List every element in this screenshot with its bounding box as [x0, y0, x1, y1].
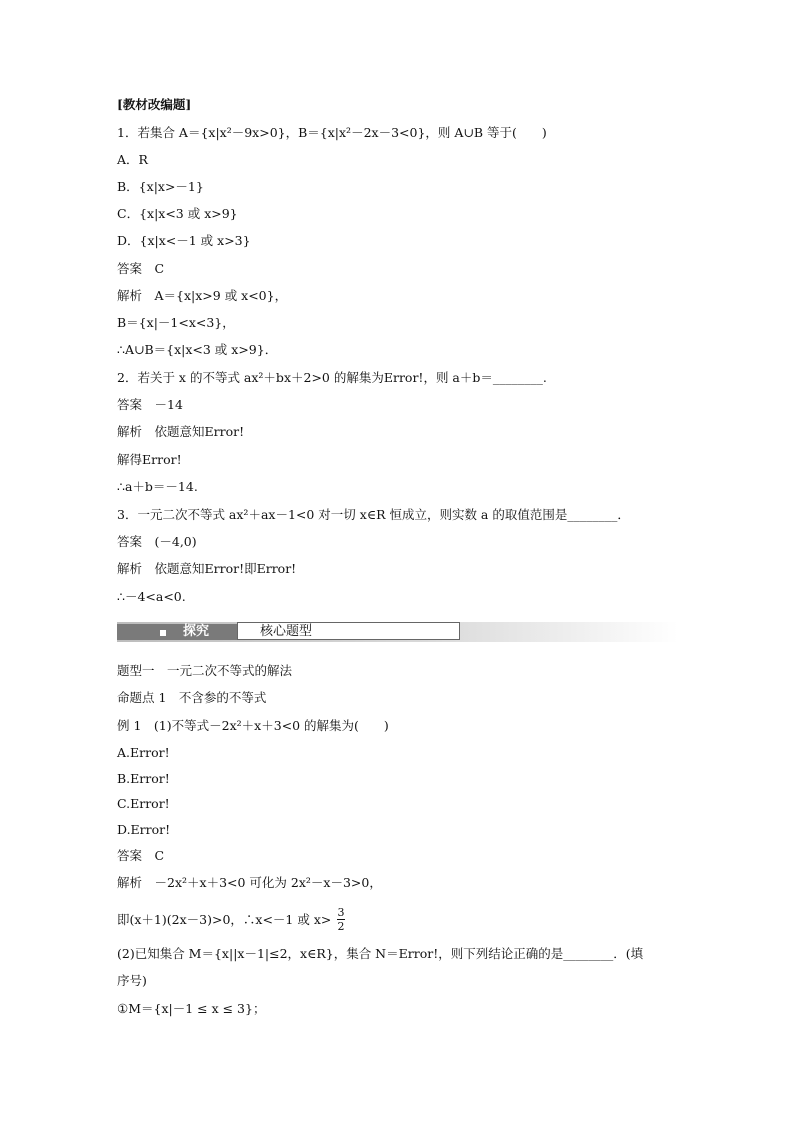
answer-2: 答案 －14 — [117, 397, 183, 412]
analysis-2-line-3: ∴a＋b＝－14. — [117, 479, 198, 494]
analysis-1-line-1: 解析 A＝{x|x>9 或 x<0}， — [117, 288, 288, 303]
example-option-a: A.Error! — [117, 745, 170, 760]
analysis-2-line-2: 解得Error! — [117, 452, 182, 467]
example-part-2: (2)已知集合 M＝{x||x－1|≤2，x∈R}，集合 N＝Error!，则下列结论正确的是________．(填 — [117, 946, 644, 961]
banner-label-explore: 探究 — [183, 624, 210, 639]
answer-3: 答案 (－4,0) — [117, 534, 197, 549]
option-d: D．{x|x<－1 或 x>3} — [117, 233, 251, 248]
fraction-three-halves — [336, 907, 346, 932]
answer-1: 答案 C — [117, 261, 165, 276]
fraction-numerator: 3 — [337, 906, 345, 919]
example-answer: 答案 C — [117, 848, 165, 863]
analysis-1-line-2: B＝{x|－1<x<3}， — [117, 315, 235, 330]
banner-dark-block — [117, 624, 237, 640]
section-tag: [教材改编题] — [117, 97, 192, 112]
example-analysis-line-1: 解析 －2x²＋x＋3<0 可化为 2x²－x－3>0， — [117, 875, 382, 890]
question-3: 3．一元二次不等式 ax²＋ax－1<0 对一切 x∈R 恒成立，则实数 a 的取值范围是________． — [117, 507, 630, 522]
analysis-2-line-1: 解析 依题意知Error! — [117, 424, 245, 439]
topic-heading: 题型一 一元二次不等式的解法 — [117, 663, 293, 678]
option-c: C．{x|x<3 或 x>9} — [117, 206, 238, 221]
analysis-3-line-2: ∴－4<a<0. — [117, 589, 186, 604]
analysis-3-line-1: 解析 依题意知Error!即Error! — [117, 561, 297, 576]
conclusion-item-1: ①M＝{x|－1 ≤ x ≤ 3}； — [117, 1001, 266, 1016]
option-b: B．{x|x>－1} — [117, 179, 204, 194]
section-banner — [117, 622, 678, 642]
example-option-d: D.Error! — [117, 822, 171, 837]
option-a: A．R — [117, 152, 148, 167]
banner-box — [237, 622, 460, 640]
banner-label-core: 核心题型 — [260, 624, 313, 639]
example-part-2-continued: 序号) — [117, 973, 147, 988]
question-1: 1．若集合 A＝{x|x²－9x>0}，B＝{x|x²－2x－3<0}，则 A∪B 等于( ) — [117, 125, 547, 140]
analysis-1-line-3: ∴A∪B＝{x|x<3 或 x>9}． — [117, 342, 278, 357]
square-bullet-icon — [160, 630, 166, 636]
example-option-b: B.Error! — [117, 771, 170, 786]
example-option-c: C.Error! — [117, 796, 170, 811]
example-1-question: 例 1 (1)不等式－2x²＋x＋3<0 的解集为( ) — [117, 718, 389, 733]
question-2: 2．若关于 x 的不等式 ax²＋bx＋2>0 的解集为Error!，则 a＋b＝________. — [117, 370, 547, 385]
sub-topic-heading: 命题点 1 不含参的不等式 — [117, 690, 267, 705]
example-analysis-line-2: 即(x＋1)(2x－3)>0，∴x<－1 或 x> — [117, 912, 332, 927]
fraction-denominator: 2 — [337, 920, 345, 933]
